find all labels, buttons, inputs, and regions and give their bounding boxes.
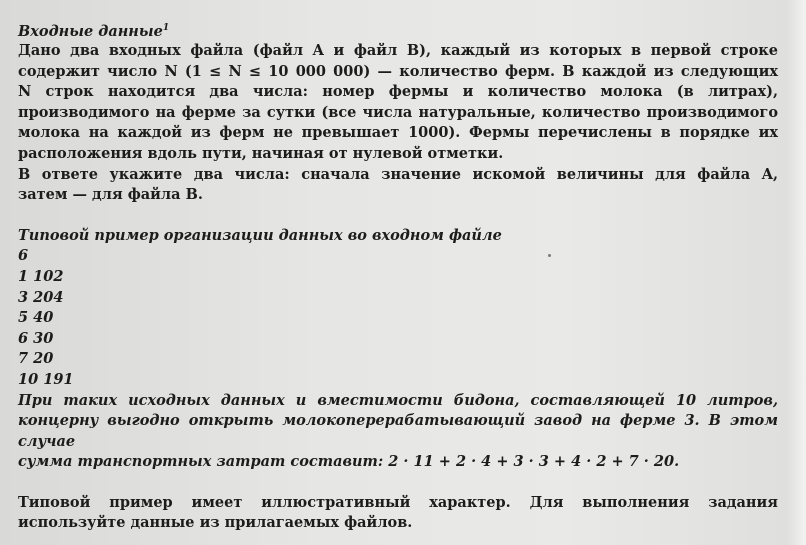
example-line: 10 191 <box>18 370 74 388</box>
description-line: производимого на ферме за сутки (все числа натуральные, количество производимого <box>18 103 778 121</box>
closing-note <box>18 493 778 534</box>
example-line: 3 204 <box>18 288 64 306</box>
description-paragraph <box>18 41 778 165</box>
scan-speck <box>548 254 551 257</box>
answer-note <box>18 165 778 206</box>
example-title: Типовой пример организации данных во входном файле <box>18 226 502 244</box>
example-line: 1 102 <box>18 267 64 285</box>
answer-note-line: В ответе укажите два числа: сначала значение искомой величины для файла A, <box>18 165 778 183</box>
explanation-line: концерну выгодно открыть молокоперерабатывающий завод на ферме 3. В этом случае <box>18 412 778 450</box>
closing-note-line: Типовой пример имеет иллюстративный характер. Для выполнения задания <box>18 493 778 511</box>
example-explanation <box>18 391 778 473</box>
example-data-lines <box>18 246 778 390</box>
example-line: 6 <box>18 247 29 265</box>
example-line: 7 20 <box>18 350 54 368</box>
description-line: Дано два входных файла (файл A и файл B), каждый из которых в первой строке <box>18 42 778 59</box>
description-line: N строк находится два числа: номер фермы и количество молока (в литрах), <box>18 83 778 101</box>
explanation-line: сумма транспортных затрат составит: 2 · 11 + 2 · 4 + 3 · 3 + 4 · 2 + 7 · 20. <box>18 453 680 471</box>
description-line: расположения вдоль пути, начиная от нулевой отметки. <box>18 144 504 162</box>
example-line: 5 40 <box>18 309 54 327</box>
heading-title: Входные данные <box>18 23 163 40</box>
explanation-line: При таких исходных данных и вместимости бидона, составляющей 10 литров, <box>18 391 778 409</box>
answer-note-line: затем — для файла B. <box>18 186 203 204</box>
task-text <box>18 22 778 534</box>
example-line: 6 30 <box>18 329 54 347</box>
description-line: содержит число N (1 ≤ N ≤ 10 000 000) — количество ферм. В каждой из следующих <box>18 62 778 80</box>
closing-note-line: используйте данные из прилагаемых файлов. <box>18 514 413 532</box>
footnote-mark: 1 <box>162 23 170 34</box>
description-line: молока на каждой из ферм не превышает 1000). Фермы перечислены в порядке их <box>18 124 778 142</box>
input-data-heading <box>18 22 778 41</box>
